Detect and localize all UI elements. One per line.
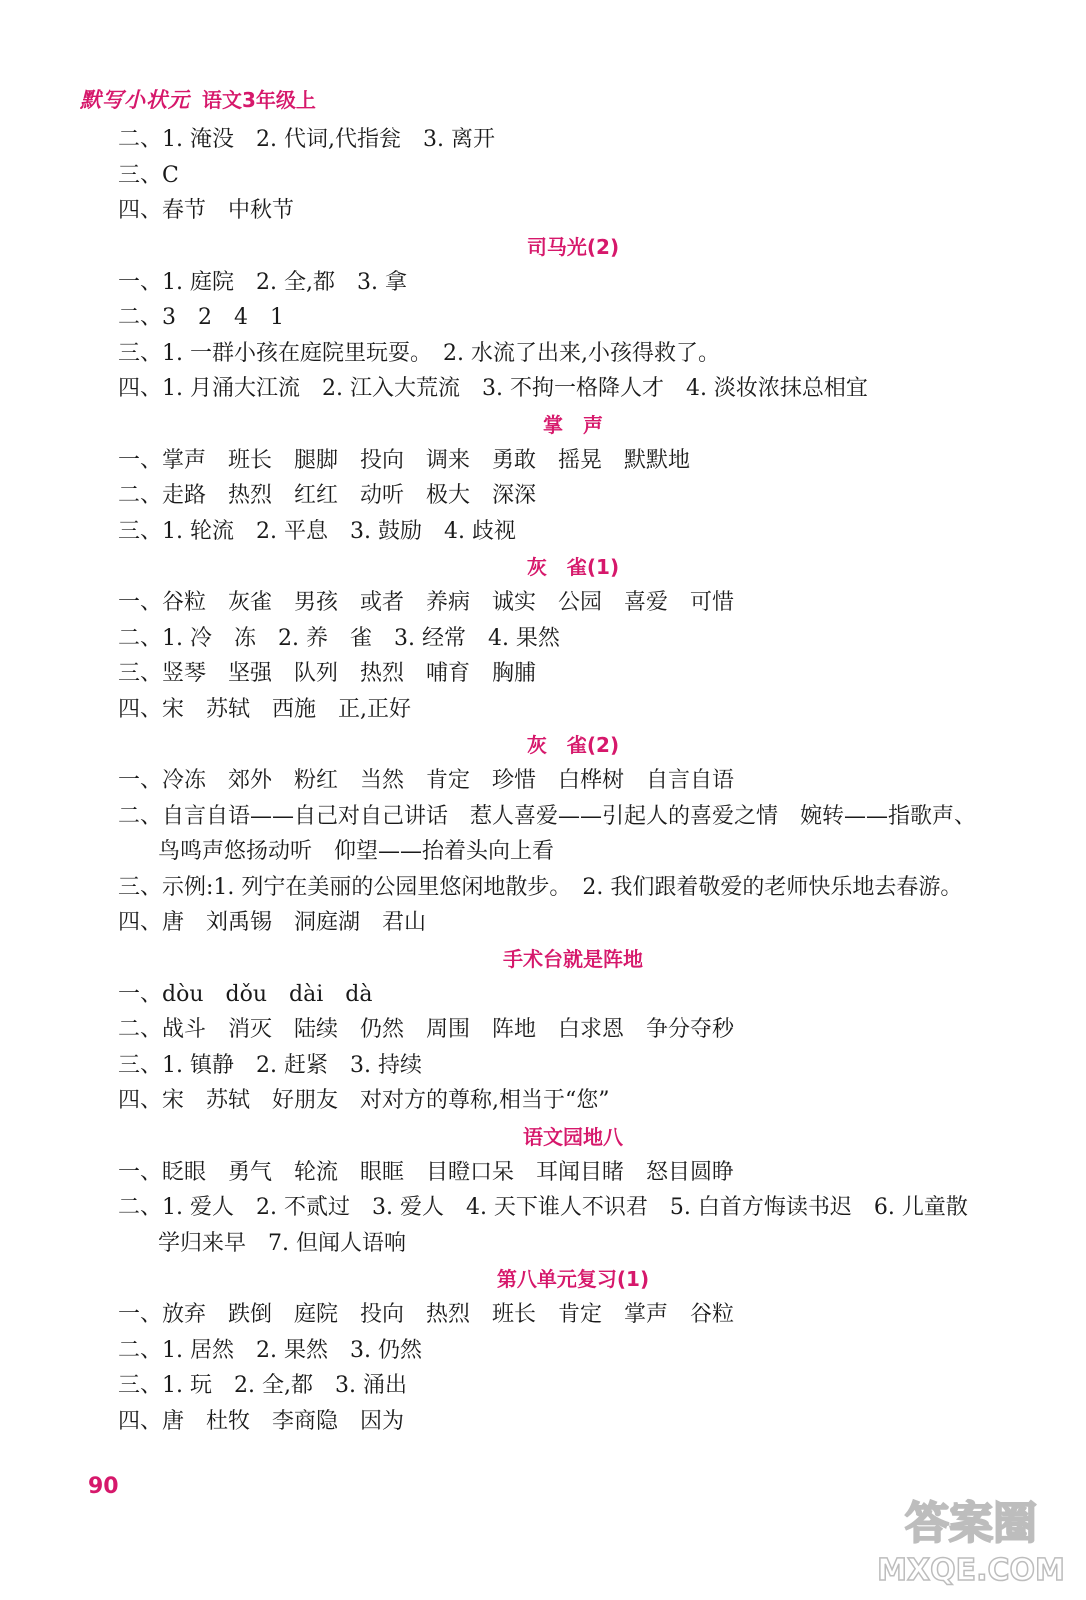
answer-content bbox=[118, 122, 1028, 1439]
answer-line: 四、宋 苏轼 西施 正,正好 bbox=[118, 696, 411, 722]
answer-line: 四、宋 苏轼 好朋友 对对方的尊称,相当于“您” bbox=[118, 1088, 610, 1113]
page-number: 90 bbox=[88, 1474, 119, 1499]
answer-line: 四、唐 刘禹锡 洞庭湖 君山 bbox=[118, 910, 427, 935]
answer-line: 一、谷粒 灰雀 男孩 或者 养病 诚实 公园 喜爱 可惜 bbox=[118, 590, 735, 615]
book-subject: 语文3年级上 bbox=[202, 88, 316, 112]
watermark-top: 答案圈 bbox=[905, 1498, 1037, 1549]
section-title: 灰 雀(1) bbox=[526, 555, 620, 579]
answer-line: 四、唐 杜牧 李商隐 因为 bbox=[118, 1408, 405, 1434]
answer-line: 二、1. 爱人 2. 不贰过 3. 爱人 4. 天下谁人不识君 5. 白首方悔读书迟 6. 儿童散 bbox=[118, 1195, 968, 1220]
answer-line: 二、自言自语——自己对自己讲话 惹人喜爱——引起人的喜爱之情 婉转——指歌声、 bbox=[118, 803, 977, 829]
watermark-logo bbox=[876, 1480, 1066, 1590]
answer-line: 四、1. 月涌大江流 2. 江入大荒流 3. 不拘一格降人才 4. 淡妆浓抹总相宜 bbox=[118, 376, 868, 401]
answer-line: 三、示例:1. 列宁在美丽的公园里悠闲地散步。 2. 我们跟着敬爱的老师快乐地去春游。 bbox=[118, 874, 963, 900]
answer-line: 二、1. 居然 2. 果然 3. 仍然 bbox=[118, 1337, 422, 1363]
answer-line: 一、dòu dǒu dài dà bbox=[118, 981, 373, 1007]
answer-line: 一、掌声 班长 腿脚 投向 调来 勇敢 摇晃 默默地 bbox=[118, 447, 691, 473]
section-title: 司马光(2) bbox=[526, 234, 620, 259]
answer-line: 二、战斗 消灭 陆续 仍然 周围 阵地 白求恩 争分夺秒 bbox=[118, 1017, 735, 1042]
answer-line: 二、3 2 4 1 bbox=[118, 305, 284, 330]
answer-line-continued: 鸟鸣声悠扬动听 仰望——抬着头向上看 bbox=[158, 839, 555, 864]
answer-line: 四、春节 中秋节 bbox=[118, 198, 295, 223]
answer-line: 三、1. 一群小孩在庭院里玩耍。 2. 水流了出来,小孩得救了。 bbox=[118, 340, 720, 366]
section-title: 第八单元复习(1) bbox=[496, 1267, 650, 1291]
answer-line: 三、竖琴 坚强 队列 热烈 哺育 胸脯 bbox=[118, 661, 537, 686]
answer-line: 二、走路 热烈 红红 动听 极大 深深 bbox=[118, 483, 537, 508]
answer-line: 三、1. 轮流 2. 平息 3. 鼓励 4. 歧视 bbox=[118, 518, 516, 544]
answer-line: 一、1. 庭院 2. 全,都 3. 拿 bbox=[118, 269, 407, 295]
answer-line: 三、1. 玩 2. 全,都 3. 涌出 bbox=[118, 1373, 407, 1398]
watermark-bottom: MXQE.COM bbox=[877, 1553, 1065, 1588]
answer-line: 二、1. 淹没 2. 代词,代指瓮 3. 离开 bbox=[118, 127, 495, 152]
book-brand: 默写小状元 bbox=[80, 88, 190, 112]
page-header bbox=[80, 84, 316, 114]
answer-line: 一、放弃 跌倒 庭院 投向 热烈 班长 肯定 掌声 谷粒 bbox=[118, 1302, 735, 1327]
section-title: 手术台就是阵地 bbox=[503, 946, 643, 971]
answer-line: 二、1. 冷 冻 2. 养 雀 3. 经常 4. 果然 bbox=[118, 625, 560, 651]
answer-line: 三、1. 镇静 2. 赶紧 3. 持续 bbox=[118, 1052, 422, 1078]
section-title: 语文园地八 bbox=[523, 1124, 623, 1149]
section-title: 灰 雀(2) bbox=[526, 733, 620, 757]
section-title: 掌 声 bbox=[543, 412, 603, 437]
answer-line: 一、冷冻 郊外 粉红 当然 肯定 珍惜 白桦树 自言自语 bbox=[118, 768, 735, 793]
answer-line: 一、眨眼 勇气 轮流 眼眶 目瞪口呆 耳闻目睹 怒目圆睁 bbox=[118, 1159, 735, 1185]
answer-line-continued: 学归来早 7. 但闻人语响 bbox=[158, 1230, 406, 1256]
answer-line: 三、C bbox=[118, 162, 179, 188]
